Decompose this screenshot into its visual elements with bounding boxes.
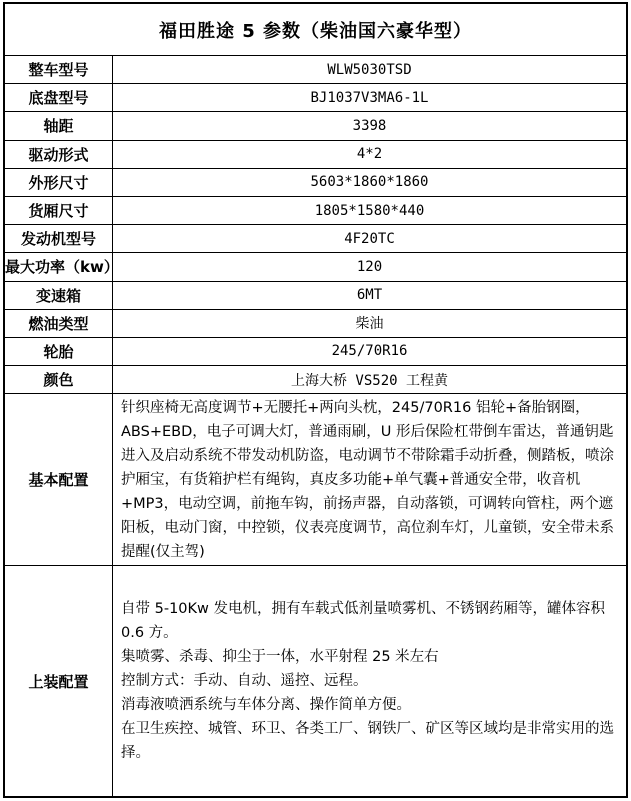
table-row: [5, 338, 626, 366]
spec-label-drive-type: 驱动形式: [5, 141, 113, 168]
spec-label-exterior-dimensions: 外形尺寸: [5, 169, 113, 196]
table-title: 福田胜途 5 参数（柴油国六豪华型）: [5, 4, 626, 56]
basic-config-label: 基本配置: [5, 394, 113, 565]
spec-value-tires: 245/70R16: [331, 343, 408, 360]
upfit-config-line: 自带 5-10Kw 发电机，拥有车载式低剂量喷雾机、不锈钢药厢等，罐体容积 0.6 方。: [121, 601, 605, 642]
table-row: [5, 225, 626, 253]
basic-config-paragraph: 针织座椅无高度调节+无腰托+两向头枕，245/70R16 铝轮+备胎钢圈，ABS+EBD，电子可调大灯，普通雨刷，U 形后保险杠带倒车雷达，普通钥匙进入及启动系统不带发动机防盗，电动调节不带除霜手动折叠，侧踏板，喷涂护厢宝，有货箱护栏有绳钩，真皮多功能+单气囊+普通安全带，收音机+MP3，电动空调，前拖车钩，前扬声器，自动落锁，可调转向管柱，两个遮阳板，电动门窗，中控锁，仪表亮度调节，高位刹车灯，儿童锁，安全带未系提醒(仅主驾): [121, 399, 614, 560]
spec-value-cargo-box-dimensions: 1805*1580*440: [314, 202, 425, 219]
upfit-config-line: 集喷雾、杀毒、抑尘于一体，水平射程 25 米左右: [121, 649, 439, 666]
spec-label-chassis-model: 底盘型号: [5, 84, 113, 111]
table-row: [5, 282, 626, 310]
vehicle-spec-table: [3, 2, 628, 798]
spec-label-wheelbase: 轴距: [5, 112, 113, 139]
table-row: [5, 253, 626, 281]
upfit-config-line: 在卫生疾控、城管、环卫、各类工厂、钢铁厂、矿区等区域均是非常实用的选择。: [121, 721, 614, 762]
spec-value-drive-type: 4*2: [356, 146, 383, 163]
spec-label-color: 颜色: [5, 366, 113, 393]
basic-config-row: [5, 394, 626, 566]
upfit-config-line: 控制方式：手动、自动、遥控、远程。: [121, 673, 368, 690]
spec-value-engine-model: 4F20TC: [344, 230, 395, 247]
spec-label-engine-model: 发动机型号: [5, 225, 113, 252]
upfit-config-text: [113, 566, 626, 796]
table-row: [5, 310, 626, 338]
table-row: [5, 84, 626, 112]
spec-label-max-power: 最大功率（kw）: [5, 253, 113, 280]
spec-value-exterior-dimensions: 5603*1860*1860: [310, 174, 429, 191]
upfit-config-label: 上装配置: [5, 566, 113, 796]
spec-label-tires: 轮胎: [5, 338, 113, 365]
basic-config-text: [113, 394, 626, 565]
spec-value-color: 上海大桥 VS520 工程黄: [290, 372, 448, 389]
table-row: [5, 141, 626, 169]
spec-value-chassis-model: BJ1037V3MA6-1L: [310, 89, 429, 106]
table-row: [5, 169, 626, 197]
spec-label-fuel-type: 燃油类型: [5, 310, 113, 337]
spec-value-vehicle-model: WLW5030TSD: [327, 61, 412, 78]
spec-value-fuel-type: 柴油: [355, 316, 384, 333]
spec-label-cargo-box-dimensions: 货厢尺寸: [5, 197, 113, 224]
spec-label-gearbox: 变速箱: [5, 282, 113, 309]
spec-value-gearbox: 6MT: [356, 287, 383, 304]
table-row: [5, 366, 626, 394]
spec-value-max-power: 120: [356, 258, 383, 275]
spec-label-vehicle-model: 整车型号: [5, 56, 113, 83]
table-row: [5, 56, 626, 84]
upfit-config-row: [5, 566, 626, 796]
table-row: [5, 197, 626, 225]
spec-value-wheelbase: 3398: [352, 117, 387, 134]
upfit-config-line: 消毒液喷洒系统与车体分离、操作简单方便。: [121, 697, 411, 714]
table-row: [5, 112, 626, 140]
